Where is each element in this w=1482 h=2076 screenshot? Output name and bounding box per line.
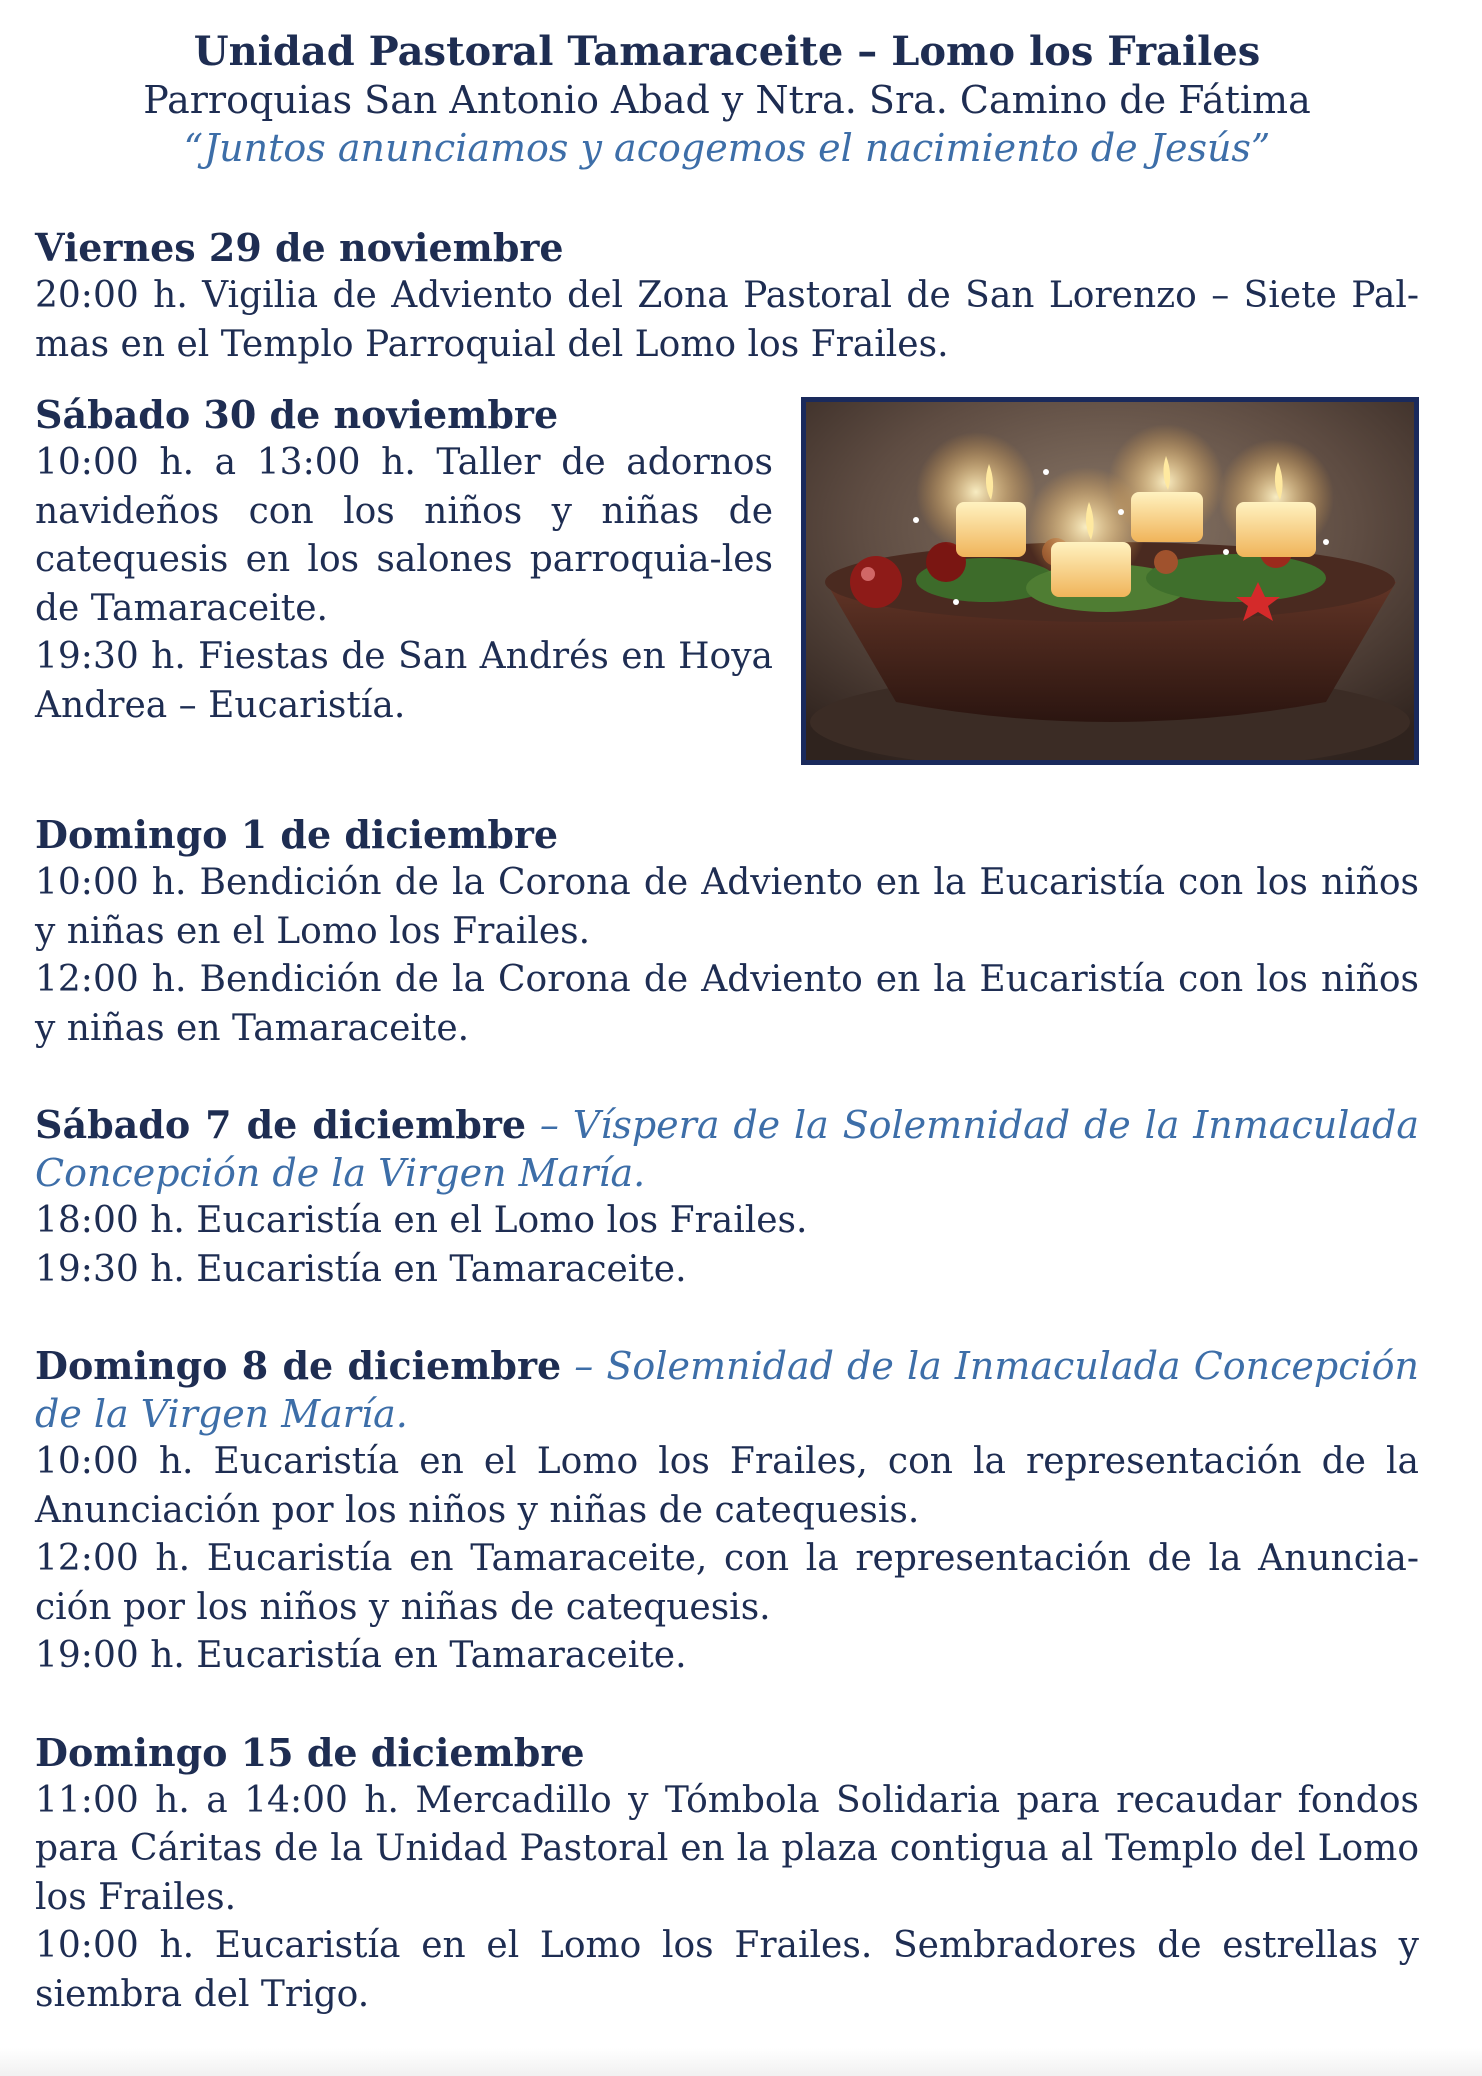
section-domingo-8 <box>35 1342 1419 1681</box>
page-title: Unidad Pastoral Tamaraceite – Lomo los Frailes <box>193 28 1261 75</box>
schedule-item: 12:00 h. Bendición de la Corona de Adviento en la Eucaristía con los niños y niñas en Tamaraceite. <box>35 959 1419 1049</box>
page-bottom-shade <box>0 2048 1482 2076</box>
section-day: Sábado 7 de diciembre <box>35 1102 527 1147</box>
section-heading <box>35 1342 1419 1438</box>
section-viernes-29 <box>35 224 1419 369</box>
section-day: Domingo 8 de diciembre <box>35 1343 562 1388</box>
section-sabado-7 <box>35 1101 1419 1294</box>
schedule-item: 11:00 h. a 14:00 h. Mercadillo y Tómbola Solidaria para recaudar fondos para Cáritas de la Unidad Pastoral en la plaza contigua al Templo del Lomo los Frailes. <box>35 1779 1419 1918</box>
advent-wreath-icon <box>806 402 1414 760</box>
schedule-item: 19:30 h. Fiestas de San Andrés en Hoya Andrea – Eucaristía. <box>35 636 773 726</box>
section-domingo-1 <box>35 811 1419 1053</box>
schedule-item: 10:00 h. Bendición de la Corona de Adviento en la Eucaristía con los niños y niñas en el Lomo los Frailes. <box>35 862 1419 952</box>
schedule-item: 19:30 h. Eucaristía en Tamaraceite. <box>35 1248 687 1290</box>
header <box>35 0 1419 172</box>
schedule-item: 10:00 h. Eucaristía en el Lomo los Frailes, con la representación de la Anunciación por los niños y niñas de catequesis. <box>35 1441 1419 1531</box>
schedule-item: 18:00 h. Eucaristía en el Lomo los Frailes. <box>35 1200 808 1241</box>
section-heading <box>35 1101 1419 1197</box>
schedule-item: 12:00 h. Eucaristía en Tamaraceite, con la representación de la Anuncia-ción por los niños y niñas de catequesis. <box>35 1538 1419 1628</box>
advent-wreath-photo <box>801 397 1419 765</box>
section-day: Viernes 29 de noviembre <box>35 225 564 270</box>
section-heading <box>35 811 1419 859</box>
schedule-item: 19:00 h. Eucaristía en Tamaraceite. <box>35 1635 687 1676</box>
page-subtitle: Parroquias San Antonio Abad y Ntra. Sra. Camino de Fátima <box>143 78 1311 122</box>
section-domingo-15 <box>35 1729 1419 2020</box>
schedule-item: 20:00 h. Vigilia de Adviento del Zona Pastoral de San Lorenzo – Siete Pal-mas en el Templo Parroquial del Lomo los Frailes. <box>35 275 1419 365</box>
section-heading <box>35 224 1419 272</box>
section-feast: – Víspera de la Solemnidad de la Inmaculada Concepción de la Virgen María. <box>35 1103 1419 1195</box>
section-sabado-30 <box>35 391 1419 775</box>
section-day: Sábado 30 de noviembre <box>35 392 559 437</box>
section-day: Domingo 1 de diciembre <box>35 812 559 857</box>
schedule-item: 10:00 h. Eucaristía en el Lomo los Frailes. Sembradores de estrellas y siembra del Trigo. <box>35 1925 1419 2015</box>
section-heading <box>35 1729 1419 1777</box>
section-day: Domingo 15 de diciembre <box>35 1729 585 1775</box>
section-feast: – Solemnidad de la Inmaculada Concepción de la Virgen María. <box>35 1344 1419 1436</box>
page-motto: “Juntos anunciamos y acogemos el nacimiento de Jesús” <box>183 126 1271 170</box>
schedule-item: 10:00 h. a 13:00 h. Taller de adornos navideños con los niños y niñas de catequesis en los salones parroquia-les de Tamaraceite. <box>35 442 773 629</box>
